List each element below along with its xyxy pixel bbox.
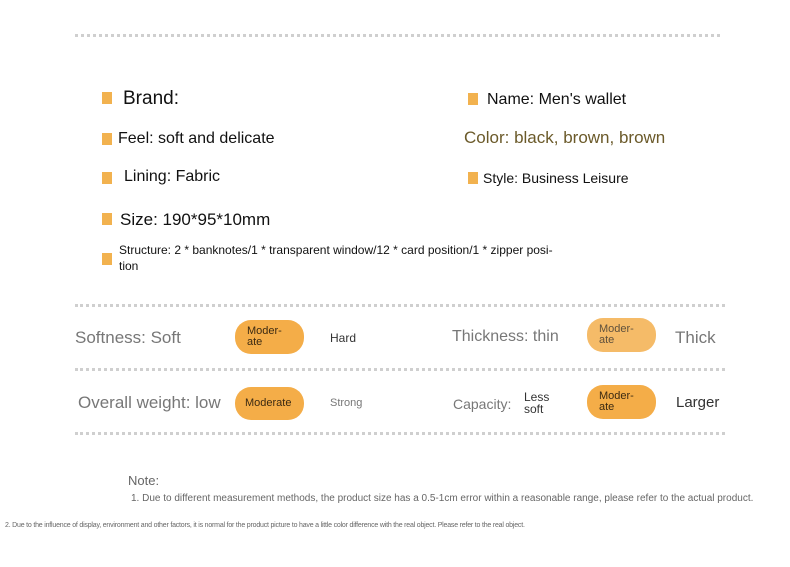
weight-selected-pill	[235, 387, 304, 420]
scale-bottom-divider	[75, 432, 725, 435]
capacity-selected-line1: Moder-	[599, 390, 634, 402]
softness-selected-line2: ate	[247, 336, 263, 348]
bullet-icon	[102, 92, 112, 104]
spec-brand: Brand:	[123, 88, 179, 109]
capacity-left-line1: Less	[524, 390, 550, 404]
spec-style: Style: Business Leisure	[483, 170, 629, 186]
softness-right: Hard	[330, 331, 357, 345]
bullet-icon	[102, 253, 112, 265]
weight-label: Overall weight: low	[78, 393, 221, 412]
notes-item-2: 2. Due to the influence of display, environment and other factors, it is normal for the product picture to have a little color difference with the real object. Please refer to the real object.	[5, 522, 525, 529]
bullet-icon	[102, 172, 112, 184]
weight-selected: Moderate	[245, 397, 292, 409]
spec-name: Name: Men's wallet	[487, 91, 627, 108]
capacity-left-line2: soft	[524, 402, 544, 416]
thickness-right: Thick	[675, 328, 716, 347]
notes-title: Note:	[128, 473, 160, 488]
spec-color: Color: black, brown, brown	[464, 128, 666, 147]
capacity-label: Capacity:	[453, 396, 512, 412]
scale-top-divider	[75, 304, 725, 307]
thickness-selected-pill	[587, 318, 656, 352]
spec-structure-line1: Structure: 2 * banknotes/1 * transparent window/12 * card position/1 * zipper posi-	[119, 243, 553, 257]
bullet-icon	[468, 172, 478, 184]
notes-item-1: 1. Due to different measurement methods, the product size has a 0.5-1cm error within a reasonable range, please refer to the actual product.	[131, 493, 754, 504]
bullet-icon	[102, 133, 112, 145]
thickness-label: Thickness: thin	[452, 328, 559, 345]
softness-selected-pill	[235, 320, 304, 354]
bullet-icon	[102, 213, 112, 225]
thickness-selected-line2: ate	[599, 334, 615, 346]
spec-feel: Feel: soft and delicate	[118, 130, 275, 147]
softness-label: Softness: Soft	[75, 328, 181, 347]
spec-size: Size: 190*95*10mm	[120, 210, 271, 229]
thickness-selected-line1: Moder-	[599, 323, 634, 335]
capacity-right: Larger	[676, 394, 720, 411]
top-divider	[75, 34, 720, 37]
weight-right: Strong	[330, 397, 363, 409]
capacity-selected-pill	[587, 385, 656, 419]
spec-structure-line2: tion	[119, 259, 139, 273]
capacity-selected-line2: ate	[599, 401, 615, 413]
spec-lining: Lining: Fabric	[124, 168, 221, 185]
bullet-icon	[468, 93, 478, 105]
softness-selected-line1: Moder-	[247, 325, 282, 337]
scale-middle-divider	[75, 368, 725, 371]
